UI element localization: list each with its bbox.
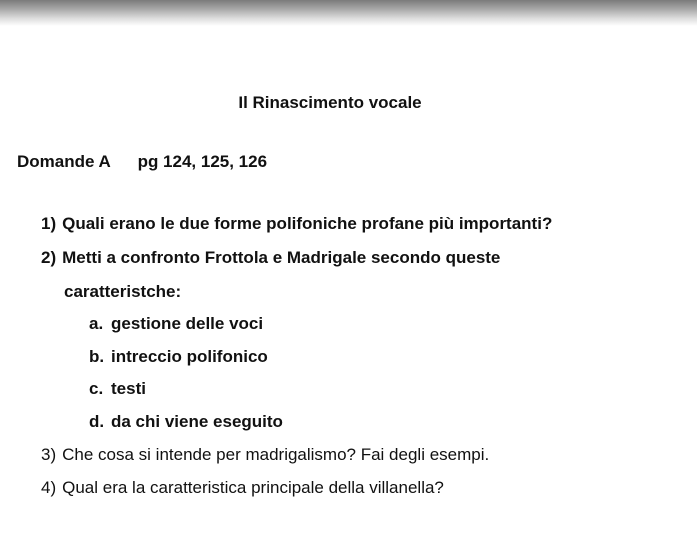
subitem-letter: d.	[89, 412, 105, 431]
question-number: 4)	[41, 478, 57, 497]
subitem-letter: b.	[89, 347, 105, 366]
question-3	[41, 444, 489, 466]
heading-pages: pg 124, 125, 126	[137, 152, 268, 171]
question-number: 3)	[41, 445, 57, 464]
subitem-b	[89, 346, 268, 368]
subitem-text: intreccio polifonico	[111, 347, 268, 366]
heading-label: Domande A	[17, 152, 111, 171]
question-number: 2)	[41, 248, 57, 267]
subitem-text: testi	[111, 379, 146, 398]
subitem-letter: a.	[89, 314, 104, 333]
question-number: 1)	[41, 214, 57, 233]
question-4	[41, 477, 444, 499]
question-text: Metti a confronto Frottola e Madrigale secondo queste	[62, 248, 501, 267]
question-2-continuation: caratteristche:	[64, 282, 182, 301]
subitem-c	[89, 378, 146, 400]
question-1	[41, 213, 552, 235]
subitem-d	[89, 411, 283, 433]
question-text: Qual era la caratteristica principale della villanella?	[62, 478, 444, 497]
subitem-text: gestione delle voci	[111, 314, 264, 333]
question-text: Che cosa si intende per madrigalismo? Fai degli esempi.	[62, 445, 490, 464]
question-text: Quali erano le due forme polifoniche profane più importanti?	[62, 214, 553, 233]
questions-heading	[17, 151, 267, 173]
question-2	[41, 247, 500, 269]
subitem-letter: c.	[89, 379, 104, 398]
document-title: Il Rinascimento vocale	[238, 93, 422, 112]
subitem-text: da chi viene eseguito	[111, 412, 283, 431]
subitem-a	[89, 313, 263, 335]
